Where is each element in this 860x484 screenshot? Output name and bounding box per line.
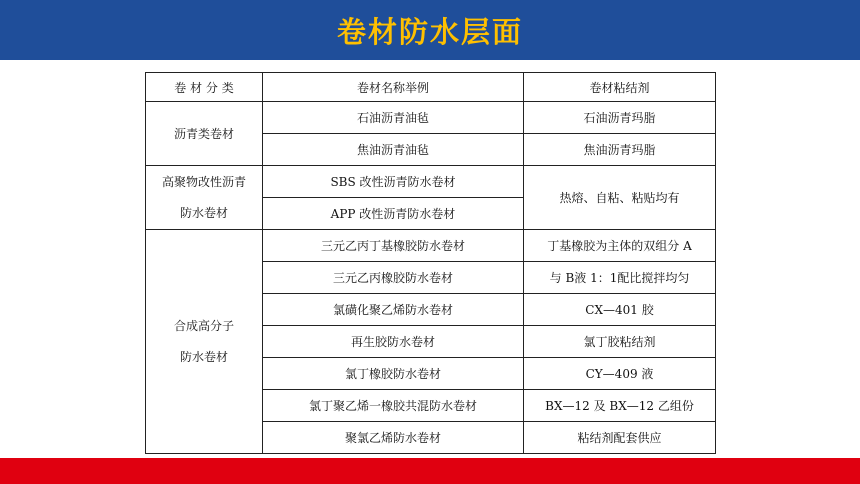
name-cell: SBS 改性沥青防水卷材 [263, 166, 524, 198]
adhesive-cell: 石油沥青玛脂 [524, 102, 716, 134]
adhesive-cell: 粘结剂配套供应 [524, 422, 716, 454]
waterproof-roll-table [145, 72, 716, 454]
name-cell: 聚氯乙烯防水卷材 [263, 422, 524, 454]
header-adhesive: 卷材粘结剂 [524, 73, 716, 102]
name-cell: 氯磺化聚乙烯防水卷材 [263, 294, 524, 326]
adhesive-cell: CX—401 胶 [524, 294, 716, 326]
adhesive-cell: 焦油沥青玛脂 [524, 134, 716, 166]
name-cell: 三元乙丙丁基橡胶防水卷材 [263, 230, 524, 262]
name-cell: 再生胶防水卷材 [263, 326, 524, 358]
page-title: 卷材防水层面 [336, 14, 523, 49]
category-label-line: 合成高分子 [173, 318, 234, 333]
category-cell [146, 230, 263, 454]
name-cell: APP 改性沥青防水卷材 [263, 198, 524, 230]
table-header-row [146, 73, 716, 102]
adhesive-cell: BX—12 及 BX—12 乙组份 [524, 390, 716, 422]
adhesive-cell: 丁基橡胶为主体的双组分 A [524, 230, 716, 262]
header-category: 卷 材 分 类 [146, 73, 263, 102]
header-name: 卷材名称举例 [263, 73, 524, 102]
table-row [146, 230, 716, 262]
category-label-line: 防水卷材 [179, 349, 228, 364]
category-label-line: 防水卷材 [179, 205, 228, 220]
adhesive-cell: 与 B液 1：1配比搅拌均匀 [524, 262, 716, 294]
category-label-line: 高聚物改性沥青 [161, 174, 246, 189]
title-bar [0, 0, 860, 60]
category-cell [146, 102, 263, 166]
adhesive-cell: CY—409 液 [524, 358, 716, 390]
name-cell: 石油沥青油毡 [263, 102, 524, 134]
table-row [146, 166, 716, 198]
name-cell: 氯丁橡胶防水卷材 [263, 358, 524, 390]
table-row [146, 102, 716, 134]
adhesive-cell: 热熔、自粘、粘贴均有 [524, 166, 716, 230]
category-label: 沥青类卷材 [173, 127, 234, 141]
footer-bar [0, 458, 860, 484]
name-cell: 焦油沥青油毡 [263, 134, 524, 166]
category-cell [146, 166, 263, 230]
name-cell: 三元乙丙橡胶防水卷材 [263, 262, 524, 294]
adhesive-cell: 氯丁胶粘结剂 [524, 326, 716, 358]
name-cell: 氯丁聚乙烯一橡胶共混防水卷材 [263, 390, 524, 422]
